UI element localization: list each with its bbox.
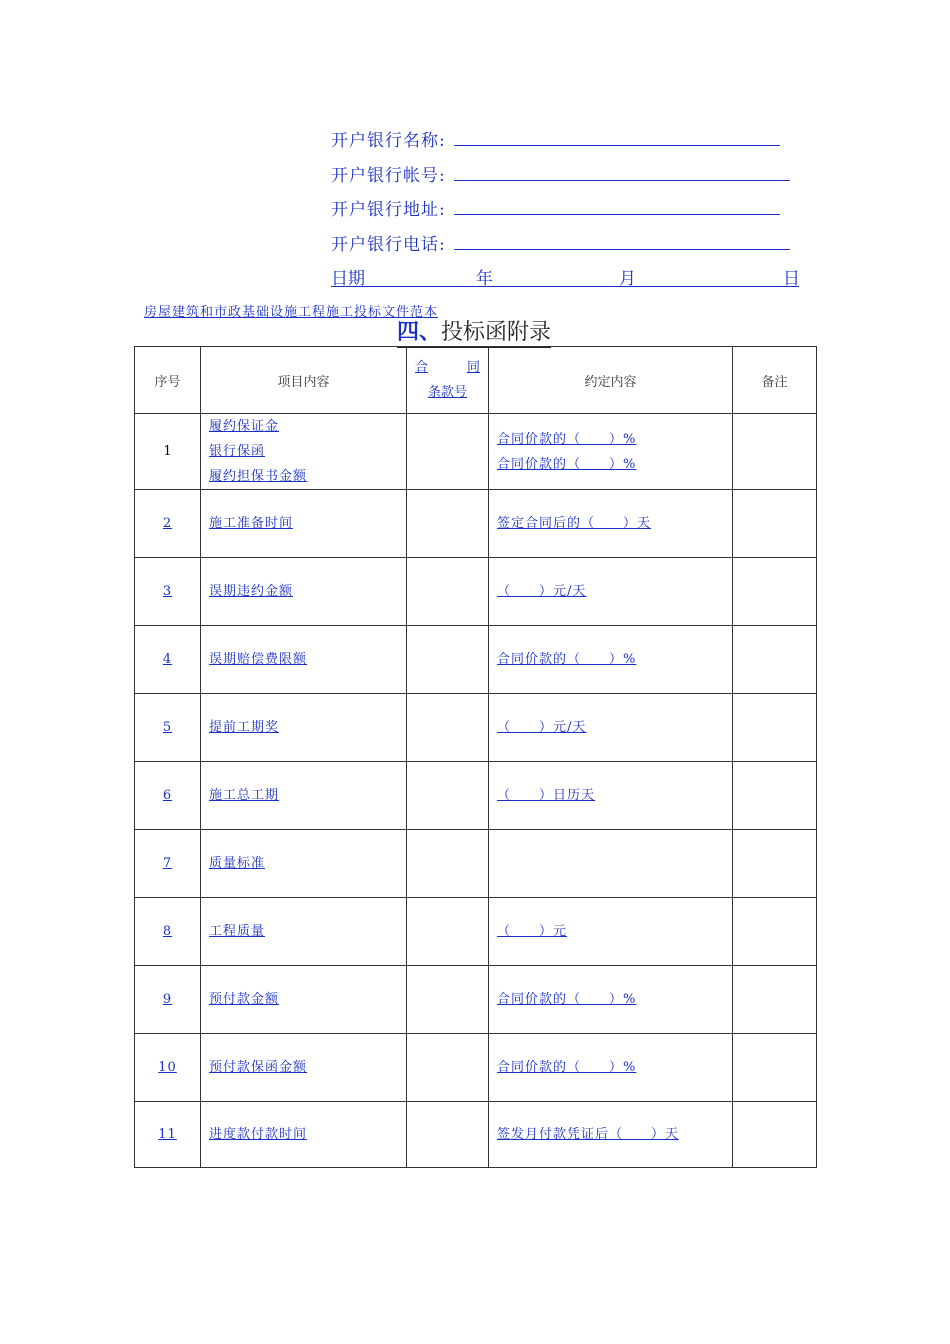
item-text[interactable]: 误期赔偿费限额 [209, 652, 308, 667]
bank-phone-line [331, 230, 446, 255]
item-text[interactable]: 预付款金额 [209, 992, 280, 1007]
terms-text[interactable]: （ ）日历天 [497, 788, 596, 803]
month-label: 月 [619, 269, 636, 289]
row-no[interactable]: 7 [135, 830, 201, 898]
terms-text[interactable]: 合同价款的（ ）% [497, 431, 637, 447]
row-remarks [733, 414, 817, 490]
row-clause [407, 694, 489, 762]
row-remarks [733, 694, 817, 762]
bank-address-line [331, 195, 446, 220]
row-no[interactable]: 4 [135, 626, 201, 694]
row-no[interactable]: 8 [135, 898, 201, 966]
item-text[interactable]: 预付款保函金额 [209, 1060, 308, 1075]
row-no: 1 [135, 414, 201, 490]
header-clause-part-c: 条款号 [427, 385, 467, 400]
bid-appendix-table [134, 346, 817, 1168]
bank-account-label: 开户银行帐号: [331, 166, 446, 186]
terms-text[interactable]: 签定合同后的（ ）天 [497, 516, 652, 531]
terms-text[interactable]: 合同价款的（ ）% [497, 992, 637, 1007]
bank-phone-blank[interactable] [454, 249, 790, 250]
row-terms [489, 898, 733, 966]
row-remarks [733, 966, 817, 1034]
terms-text[interactable]: （ ）元 [497, 924, 568, 939]
row-remarks [733, 1102, 817, 1168]
table-row [135, 558, 817, 626]
row-clause [407, 762, 489, 830]
row-clause [407, 1102, 489, 1168]
bank-account-line [331, 161, 446, 186]
row-remarks [733, 762, 817, 830]
terms-text[interactable]: 合同价款的（ ）% [497, 456, 637, 472]
header-remarks: 备注 [733, 347, 817, 414]
item-text[interactable]: 履约担保书金额 [209, 469, 308, 484]
section-number: 四、 [397, 319, 442, 345]
header-item: 项目内容 [201, 347, 407, 414]
row-terms [489, 490, 733, 558]
row-terms [489, 626, 733, 694]
row-remarks [733, 830, 817, 898]
terms-text[interactable]: 合同价款的（ ）% [497, 1060, 637, 1075]
item-text[interactable]: 银行保函 [209, 444, 266, 459]
row-item [201, 414, 407, 490]
row-item [201, 898, 407, 966]
bank-account-blank[interactable] [454, 180, 790, 181]
row-terms [489, 1034, 733, 1102]
row-terms [489, 694, 733, 762]
year-label: 年 [476, 269, 493, 289]
row-clause [407, 1034, 489, 1102]
bank-name-label: 开户银行名称: [331, 131, 446, 151]
header-clause-part-b: 同 [466, 360, 480, 375]
item-text[interactable]: 进度款付款时间 [209, 1127, 308, 1142]
terms-text[interactable]: 签发月付款凭证后（ ）天 [497, 1127, 680, 1142]
item-text[interactable]: 工程质量 [209, 924, 266, 939]
table-row [135, 1102, 817, 1168]
row-item [201, 490, 407, 558]
row-clause [407, 898, 489, 966]
table-row [135, 694, 817, 762]
row-remarks [733, 626, 817, 694]
row-remarks [733, 1034, 817, 1102]
section-heading [397, 319, 551, 348]
row-terms [489, 830, 733, 898]
row-clause [407, 558, 489, 626]
bank-address-blank[interactable] [454, 214, 780, 215]
row-no[interactable]: 9 [135, 966, 201, 1034]
table-row [135, 414, 817, 490]
day-label: 日 [783, 269, 800, 289]
date-line[interactable] [331, 264, 799, 287]
bank-name-line [331, 126, 446, 151]
terms-text[interactable]: （ ）元/天 [497, 720, 587, 735]
row-item [201, 762, 407, 830]
row-no[interactable]: 6 [135, 762, 201, 830]
row-remarks [733, 898, 817, 966]
row-terms [489, 414, 733, 490]
row-clause [407, 626, 489, 694]
row-remarks [733, 490, 817, 558]
row-item [201, 626, 407, 694]
row-remarks [733, 558, 817, 626]
table-row [135, 490, 817, 558]
row-no[interactable]: 10 [135, 1034, 201, 1102]
table-row [135, 830, 817, 898]
bank-address-label: 开户银行地址: [331, 200, 446, 220]
row-clause [407, 414, 489, 490]
item-text[interactable]: 履约保证金 [209, 419, 280, 434]
table-row [135, 762, 817, 830]
header-terms: 约定内容 [489, 347, 733, 414]
row-clause [407, 966, 489, 1034]
table-header-row [135, 347, 817, 414]
item-text[interactable]: 施工准备时间 [209, 516, 294, 531]
row-item [201, 966, 407, 1034]
row-terms [489, 558, 733, 626]
table-row [135, 898, 817, 966]
bank-name-blank[interactable] [454, 145, 780, 146]
bank-phone-label: 开户银行电话: [331, 235, 446, 255]
row-item [201, 1034, 407, 1102]
row-item [201, 830, 407, 898]
table-body [135, 414, 817, 1168]
header-clause-part-a: 合 [415, 360, 429, 375]
item-text[interactable]: 误期违约金额 [209, 584, 294, 599]
item-text[interactable]: 提前工期奖 [209, 720, 280, 735]
row-item [201, 694, 407, 762]
terms-text[interactable]: （ ）元/天 [497, 584, 587, 599]
table-row [135, 966, 817, 1034]
row-terms [489, 966, 733, 1034]
document-title[interactable]: 房屋建筑和市政基础设施工程施工投标文件范本 [144, 305, 439, 320]
item-text[interactable]: 施工总工期 [209, 788, 280, 803]
date-label: 日期 [331, 269, 365, 289]
row-terms [489, 1102, 733, 1168]
row-terms [489, 762, 733, 830]
header-no: 序号 [135, 347, 201, 414]
row-item [201, 1102, 407, 1168]
row-clause [407, 830, 489, 898]
header-clause [407, 347, 489, 414]
section-title: 投标函附录 [441, 320, 552, 345]
row-no[interactable]: 11 [135, 1102, 201, 1168]
row-no[interactable]: 3 [135, 558, 201, 626]
row-no[interactable]: 5 [135, 694, 201, 762]
row-no[interactable]: 2 [135, 490, 201, 558]
terms-text[interactable]: 合同价款的（ ）% [497, 652, 637, 667]
table-row [135, 1034, 817, 1102]
row-clause [407, 490, 489, 558]
item-text[interactable]: 质量标准 [209, 856, 266, 871]
table-row [135, 626, 817, 694]
row-item [201, 558, 407, 626]
